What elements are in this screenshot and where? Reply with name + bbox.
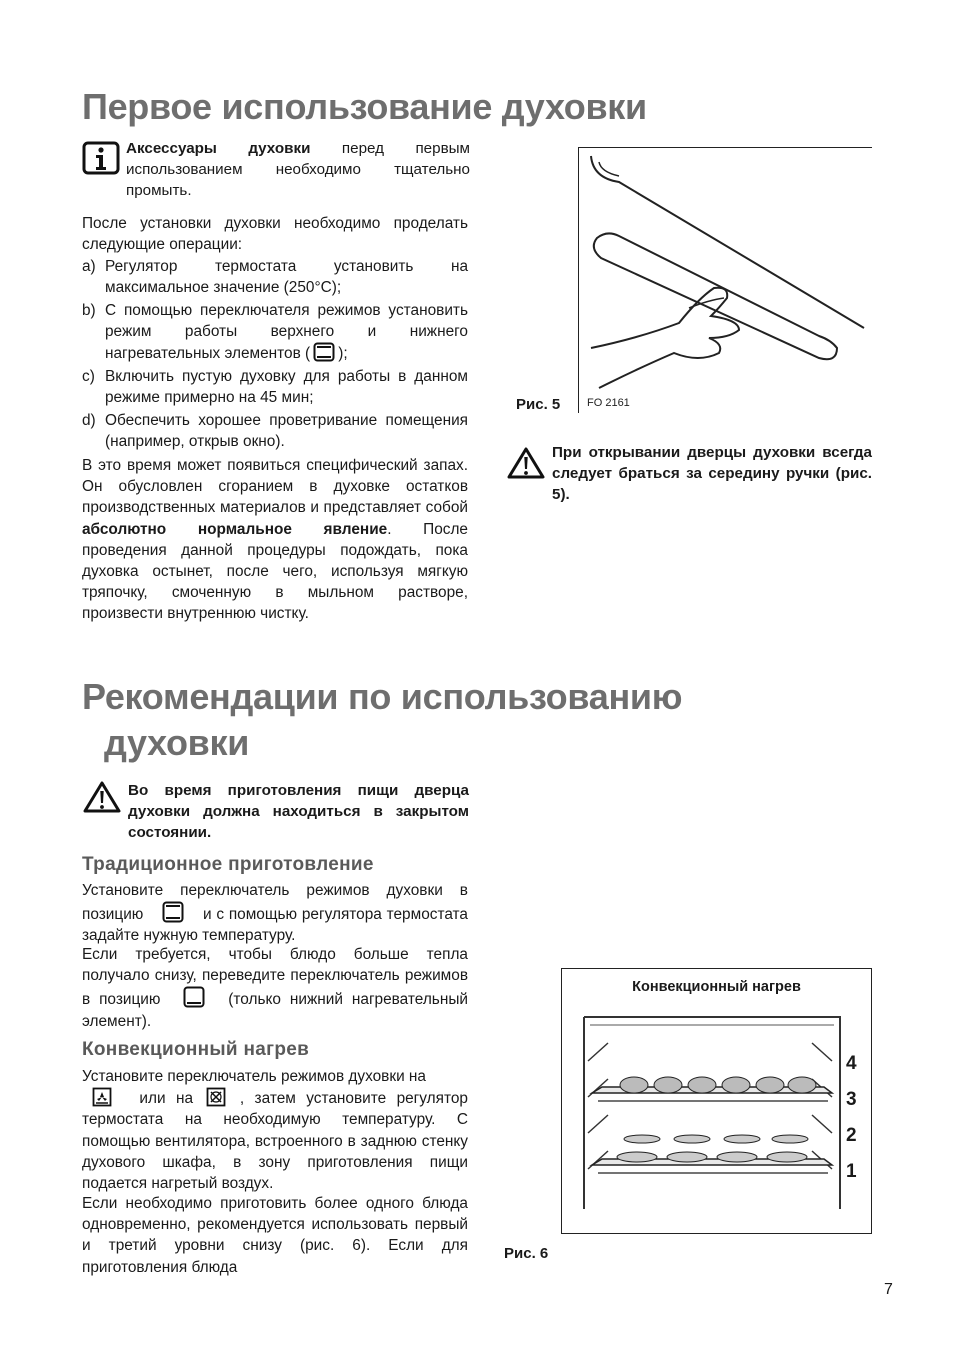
smell-paragraph: В это время может появиться специфический запах. Он обусловлен сгоранием в духовке остатков производственных материалов и представляет собой абсолютно нормальное явление. После проведения данной процедуры подождать, пока духовка остынет, после чего, используя мягкую тряпочку, смоченную в мыльном растворе, произвести внутреннюю чистку. — [82, 457, 468, 623]
door-handle-illustration — [579, 148, 872, 413]
list-item-a: a) Регулятор термостата установить на максимальное значение (250°C); — [82, 258, 468, 297]
figure-6-level-labels — [846, 1046, 857, 1190]
level-label: 1 — [846, 1161, 857, 1182]
page-number: 7 — [884, 1281, 893, 1298]
traditional-heading: Традиционное приготовление — [82, 854, 374, 875]
list-item-d: d) Обеспечить хорошее проветривание помещения (например, открыв окно). — [82, 412, 468, 451]
bottom-heat-icon — [183, 986, 205, 1008]
door-handle-warning: При открывании дверцы духовки всегда следует браться за середину ручки (рис. 5). — [552, 444, 872, 503]
figure-6-title: Конвекционный нагрев — [632, 979, 801, 995]
figure-5-frame — [578, 147, 872, 413]
fan-bottom-heat-icon — [92, 1087, 112, 1107]
section-title-recommendations: Рекомендации по использованию духовки — [82, 676, 683, 763]
warning-icon — [506, 446, 546, 480]
convection-paragraph-1: Установите переключатель режимов духовки на или на , затем установите регулятор термостата на необходимую температуру. С помощью вентилятора, встроенного в заднюю стенку духового шкафа, в зону приготовления пищи подается нагретый воздух. — [82, 1068, 468, 1193]
level-label: 3 — [846, 1089, 857, 1110]
page-title: Первое использование духовки — [82, 86, 647, 127]
figure-5-caption: Рис. 5 — [516, 396, 561, 413]
traditional-paragraph-2: Если требуется, чтобы блюдо больше тепла получало снизу, переведите переключатель режимов в позицию (только нижний нагревательный элемент). — [82, 946, 468, 1030]
figure-6-caption: Рис. 6 — [504, 1245, 549, 1262]
oven-levels-illustration — [562, 969, 871, 1233]
list-item-c: c) Включить пустую духовку для работы в данном режиме примерно на 45 мин; — [82, 368, 468, 407]
list-item-b: b) С помощью переключателя режимов установить режим работы верхнего и нижнего нагревательных элементов ( ); — [82, 302, 468, 363]
warning-icon — [82, 780, 122, 814]
top-bottom-heat-icon — [162, 901, 184, 923]
install-intro: После установки духовки необходимо проделать следующие операции: — [82, 215, 468, 254]
door-closed-warning: Во время приготовления пищи дверца духовки должна находиться в закрытом состоянии. — [128, 782, 469, 841]
figure-6-frame — [561, 968, 872, 1234]
info-icon — [82, 141, 120, 175]
top-bottom-heat-icon — [313, 342, 335, 362]
level-label: 2 — [846, 1125, 857, 1146]
convection-paragraph-2: Если необходимо приготовить более одного блюда одновременно, рекомендуется использовать первый и третий уровни снизу (рис. 6). Если для приготовления блюда — [82, 1195, 468, 1276]
figure-5-code: FO 2161 — [587, 397, 630, 409]
fan-heat-icon — [206, 1087, 226, 1107]
traditional-paragraph-1: Установите переключатель режимов духовки в позицию и с помощью регулятора термостата задайте нужную температуру. — [82, 882, 468, 945]
accessories-note: Аксессуары духовки перед первым использованием необходимо тщательно промыть. — [126, 140, 470, 199]
level-label: 4 — [846, 1053, 857, 1074]
convection-heading: Конвекционный нагрев — [82, 1039, 310, 1060]
